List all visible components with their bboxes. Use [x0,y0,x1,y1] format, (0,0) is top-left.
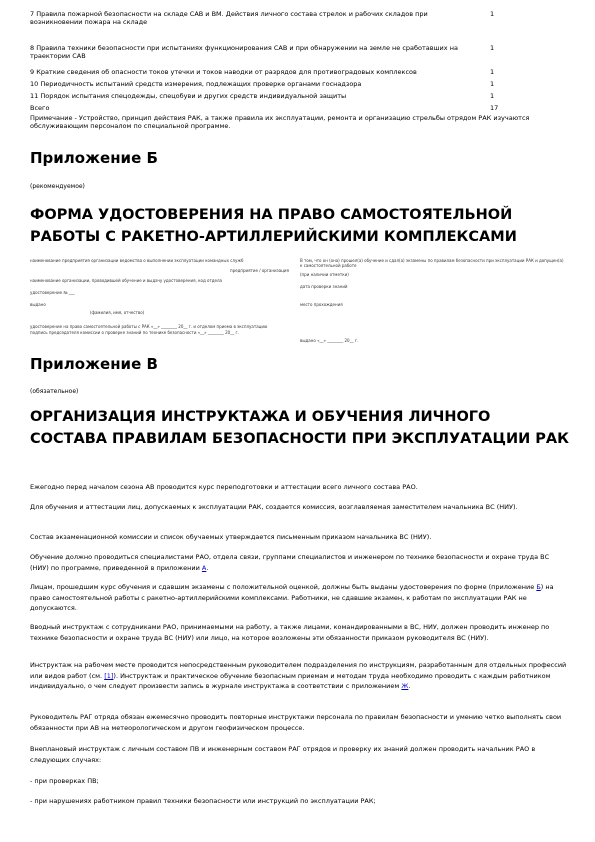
table-row [30,92,510,100]
paragraph [30,660,570,692]
reference-1-link[interactable]: [1] [104,671,114,680]
table-total-label: Всего [30,104,50,112]
appendix-zh-link[interactable]: Ж [401,682,409,690]
form-line: (при наличии отметки) [300,272,349,277]
form-line: место прохождения [300,302,343,307]
paragraph: Ежегодно перед началом сезона АВ проводится курс переподготовки и аттестации всего личного состава РАО. [30,483,418,491]
list-item: - при проверках ПВ; [30,777,99,785]
appendix-b-status: (рекомендуемое) [30,183,85,190]
form-line: В том, что он (она) прошел(а) обучение и сдал(а) экзамены по правилам безопасности при эксплуатации РАК и допущен(а) к самостоятельной работе [300,258,564,268]
paragraph: Для обучения и аттестации лиц, допускаемых к эксплуатации РАК, создается комиссия, возглавляемая заместителем начальника ВС (НИУ). [30,503,518,511]
form-line: выдано «__» ________ 20__ г. [300,338,359,343]
table-note [30,114,550,130]
form-line: выдано [30,302,46,307]
paragraph [30,552,570,573]
form-line: наименование предприятия организации ведомства о выполнении эксплуатации командных служб [30,258,244,263]
paragraph: Внеплановый инструктаж с личным составом ПВ и инженерным составом РАГ отрядов и проверку их знаний должен проводить начальник РАО в следующих случаях: [30,745,536,764]
table-row [30,80,510,88]
table-row [30,10,510,26]
paragraph-text: Лицам, прошедшим курс обучения и сдавшим экзамены с положительной оценкой, должны быть выданы удостоверения по форме (приложение [30,583,537,591]
appendix-b-heading: Приложение Б [30,149,158,167]
table-row-count: 1 [490,10,495,18]
appendix-b-title: ФОРМА УДОСТОВЕРЕНИЯ НА ПРАВО САМОСТОЯТЕЛЬНОЙ РАБОТЫ С РАКЕТНО-АРТИЛЛЕРИЙСКИМИ КОМПЛЕКСАМИ [30,207,517,245]
paragraph [30,582,570,614]
paragraph-text: Состав экзаменационной комиссии и список обучаемых утверждается письменным приказом начальника ВС (НИУ). [30,533,432,541]
appendix-v-title: ОРГАНИЗАЦИЯ ИНСТРУКТАЖА И ОБУЧЕНИЯ ЛИЧНОГО СОСТАВА ПРАВИЛАМ БЕЗОПАСНОСТИ ПРИ ЭКСПЛУАТАЦИИ РАК [30,409,569,447]
table-row [30,44,510,60]
form-line: удостоверение № ___ [30,290,75,295]
list-item: - при нарушениях работником правил техники безопасности или инструкций по эксплуатации РАК; [30,797,376,805]
table-row [30,68,510,76]
table-total-value: 17 [490,104,499,112]
table-row-text: 9 Краткие сведения об опасности токов утечки и токов наводки от разрядов для противоградовых комплексов [30,68,417,76]
paragraph: Вводный инструктаж с сотрудниками РАО, принимаемыми на работу, а также лицами, командированными в ВС, НИУ, должен проводить инженер по технике безопасности и охране труда ВС (НИУ) или лицо, на которое возложены эти обязанности приказом руководителя ВС (НИУ). [30,623,550,642]
appendix-v-status: (обязательное) [30,388,79,395]
appendix-b-link[interactable]: Б [536,583,541,591]
appendix-v-heading: Приложение В [30,355,158,373]
note-text: Примечание - Устройство, принцип действия РАК, а также правила их эксплуатации, ремонта и организацию стрельбы отрядом РАК изучаются обслуживающим персоналом по специальной программе. [30,114,530,130]
table-row-text: 10 Периодичность испытаний средств измерения, подлежащих проверке органами госнадзора [30,80,362,88]
paragraph-text: ) на право самостоятельной работы с ракетно-артиллерийскими комплексами. Работники, не сдавшие экзамен, к работам по эксплуатации РАК не допускаются. [30,583,554,612]
paragraph-text: Инструктаж на рабочем месте проводится непосредственным руководителем подразделения по инструкциям, разработанным для отдельных профессий или видов работ (см. [30,661,567,680]
table-row-text: 7 Правила пожарной безопасности на складе САВ и ВМ. Действия личного состава стрелок и рабочих складов при возникновении пожара на складе [30,10,428,26]
paragraph [30,532,570,543]
paragraph-text: Обучение должно проводиться специалистами РАО, отдела связи, группами специалистов и инженером по технике безопасности и охране труда ВС (НИУ) по программе, приведенной в приложении [30,553,550,572]
form-line: наименование организации, проводившей обучение и выдачу удостоверения, код отдела [30,278,222,283]
table-row-count: 1 [490,80,495,88]
form-line: удостоверение на право самостоятельной работы с РАК «__» ________ 20__ г. и отделом приема в эксплуатацию [30,324,268,329]
form-line: подпись председателя комиссии о проверке знаний по технике безопасности «__» ________ 20__ г. [30,330,239,335]
table-row-count: 1 [490,68,495,76]
table-row-count: 1 [490,44,495,52]
table-total-row [30,104,510,112]
table-row-text: 11 Порядок испытания спецодежды, спецобуви и других средств индивидуальной защиты [30,92,347,100]
form-line: (фамилия, имя, отчество) [90,310,145,315]
paragraph-text: . [408,682,411,690]
table-row-text: 8 Правила техники безопасности при испытаниях функционирования САВ и при обнаружении на земле не сработавших на траектории САВ [30,44,458,60]
paragraph: Руководитель РАГ отряда обязан ежемесячно проводить повторные инструктажи персонала по правилам безопасности и умению четко выполнять свои обязанности при АВ на метеорологическом и другом геофизическом процессе. [30,713,562,732]
table-row-count: 1 [490,92,495,100]
paragraph-text: ). Инструктаж и практическое обучение безопасным приемам и методам труда необходимо проводить с каждым работником индивидуально, о чем следует произвести запись в журнале инструктажа в соответствии с приложением [30,671,551,690]
form-line: дата проверки знаний [300,284,348,289]
appendix-a-link[interactable]: А [201,563,207,572]
paragraph-text: . [206,563,209,572]
form-line: предприятие / организация [230,268,289,273]
